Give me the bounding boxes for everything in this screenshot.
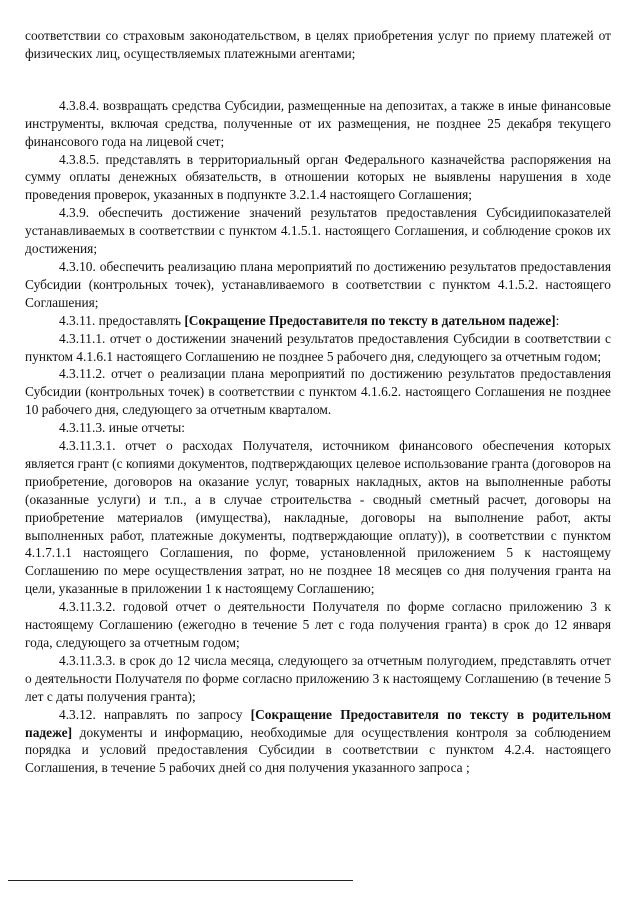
paragraph-4-3-12-lead: 4.3.12. направлять по запросу — [59, 706, 251, 722]
paragraph-4-3-9: 4.3.9. обеспечить достижение значений результатов предоставления Субсидиипоказателей устанавливаемых в соответствии с пунктом 4.1.5.1. настоящего Соглашения, и соблюдение сроков их достижения; — [25, 205, 611, 257]
paragraph-4-3-11-3-3: 4.3.11.3.3. в срок до 12 числа месяца, следующего за отчетным полугодием, представлять отчет о деятельности Получателя по форме согласно приложению 3 к настоящему Соглашению (в течение 5 лет с даты получения гранта); — [25, 652, 611, 704]
paragraph-4-3-11-3-1: 4.3.11.3.1. отчет о расходах Получателя, источником финансового обеспечения которых является грант (с копиями документов, подтверждающих целевое использование гранта (договоров на приобретение, договоров на оказание услуг, товарных накладных, актов на выполненные работы (оказанные услуги) и т.п., а в случае строительства - сводный сметный расчет, договоры на приобретение материалов (имущества), накладные, договоры на выполнение работ, акты выполненных работ, платежные документы, подтверждающие оплату)), в соответствии с пунктом 4.1.7.1.1 настоящего Соглашения, по форме, установленной приложением 5 к настоящему Соглашению по мере осуществления затрат, но не позднее 18 месяцев со дня получения гранта на цели, указанные в приложении 1 к настоящему Соглашению; — [25, 438, 611, 597]
paragraph-4-3-12-tail: документы и информацию, необходимые для осуществления контроля за соблюдением порядка и условий предоставления Субсидии в соответствии с пунктом 4.2.4. настоящего Соглашения, в течение 5 рабочих дней со дня получения указанного запроса ; — [25, 724, 611, 776]
paragraph-4-3-8-5: 4.3.8.5. представлять в территориальный орган Федерального казначейства распоряжения на сумму оплаты денежных обязательств, в отношении которых не выявлены нарушения в ходе проведения проверок, указанных в подпункте 3.2.1.4 настоящего Соглашения; — [25, 151, 611, 203]
paragraph-4-3-10: 4.3.10. обеспечить реализацию плана мероприятий по достижению результатов предоставления Субсидии (контрольных точек), устанавливаемого в соответствии с пунктом 4.1.5.2. настоящего Соглашения; — [25, 258, 611, 310]
footnote-separator — [8, 880, 353, 881]
paragraph-4-3-11-1: 4.3.11.1. отчет о достижении значений результатов предоставления Субсидии в соответствии с пунктом 4.1.6.1 настоящего Соглашению не позднее 5 рабочего дня, следующего за отчетным годом; — [25, 330, 611, 364]
paragraph-4-3-11 — [25, 312, 611, 330]
paragraph-4-3-11-3-2: 4.3.11.3.2. годовой отчет о деятельности Получателя по форме согласно приложению 3 к настоящему Соглашению (ежегодно в течение 5 лет с года получения гранта) в срок до 12 января года, следующего за отчетным годом; — [25, 599, 611, 650]
paragraph-4-3-11-tail: : — [555, 312, 560, 328]
paragraph-continuation: соответствии со страховым законодательством, в целях приобретения услуг по приему платежей от физических лиц, осуществляемых платежными агентами; — [25, 28, 611, 61]
placeholder-provider-genitive: [Сокращение Предоставителя по тексту в родительном падеже] — [25, 706, 612, 740]
paragraph-4-3-12 — [25, 706, 611, 778]
placeholder-provider-dative: [Сокращение Предоставителя по тексту в дательном падеже] — [184, 312, 556, 328]
paragraph-4-3-11-3: 4.3.11.3. иные отчеты: — [59, 420, 185, 436]
paragraph-4-3-11-2: 4.3.11.2. отчет о реализации плана мероприятий по достижению результатов предоставления Субсидии (контрольных точек) в соответствии с пунктом 4.1.6.2. настоящего Соглашения не позднее 10 рабочего дня, следующего за отчетным кварталом. — [25, 366, 611, 418]
paragraph-4-3-11-lead: 4.3.11. предоставлять — [59, 312, 185, 328]
document-body — [25, 27, 611, 777]
paragraph-4-3-8-4: 4.3.8.4. возвращать средства Субсидии, размещенные на депозитах, а также в иные финансовые инструменты, включая средства, полученные от их размещения, не позднее 25 декабря текущего финансового года на лицевой счет; — [25, 97, 611, 149]
